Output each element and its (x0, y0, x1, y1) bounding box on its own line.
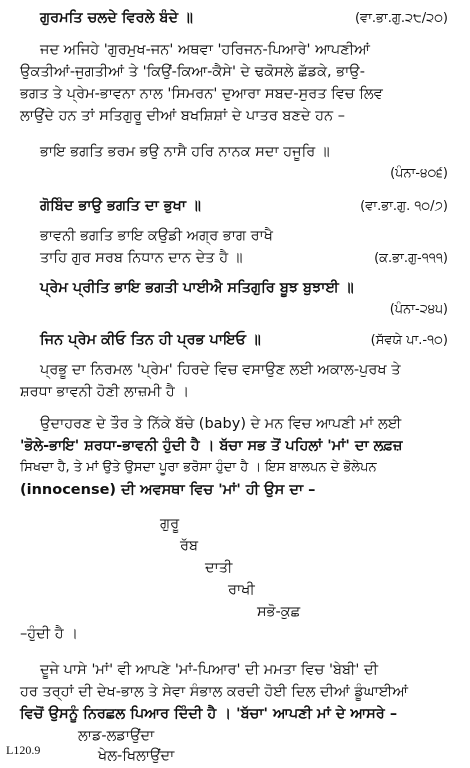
reference: (ਵਾ.ਭਾ.ਗੁ.੨੮/੨੦) (354, 11, 448, 26)
reference: (ਵਾ.ਭਾ.ਗੁ. ੧੦/੭) (360, 199, 448, 214)
paragraph-line: ਉਦਾਹਰਣ ਦੇ ਤੌਰ ਤੇ ਨਿੱਕੇ ਬੱਚੇ (baby) ਦੇ ਮਨ ਵਿਚ ਆਪਣੀ ਮਾਂ ਲਈ (40, 416, 402, 432)
paragraph-line: ਉਕਤੀਆਂ-ਜੁਗਤੀਆਂ ਤੇ 'ਕਿਉਂ-ਕਿਆ-ਕੈਸੇ' ਦੇ ਢਕੋਸਲੇ ਛੱਡਕੇ, ਭਾਉ- (20, 64, 365, 80)
scripture-quote: ਪ੍ਰੇਮ ਪ੍ਰੀਤਿ ਭਾਇ ਭਗਤੀ ਪਾਈਐ ਸਤਿਗੁਰਿ ਬੂਝ ਬੁਝਾਈ ॥ (40, 280, 354, 296)
paragraph-line: ਸਿਖਦਾ ਹੈ, ਤੇ ਮਾਂ ਉਤੇ ਉਸਦਾ ਪੂਰਾ ਭਰੋਸਾ ਹੁੰਦਾ ਹੈ । ਇਸ ਬਾਲਪਨ ਦੇ ਭੋਲੇਪਨ (20, 460, 377, 475)
paragraph-line: ਸ਼ਰਧਾ ਭਾਵਨੀ ਹੋਣੀ ਲਾਜ਼ਮੀ ਹੈ । (20, 384, 190, 400)
reference: (ਪੰਨਾ-੪੦੬) (390, 166, 448, 181)
paragraph-line: ਲਾਉਂਦੇ ਹਨ ਤਾਂ ਸਤਿਗੁਰੂ ਦੀਆਂ ਬਖਸ਼ਿਸ਼ਾਂ ਦੇ ਪਾਤਰ ਬਣਦੇ ਹਨ – (20, 108, 345, 124)
paragraph-line: (innocense) ਦੀ ਅਵਸਥਾ ਵਿਚ 'ਮਾਂ' ਹੀ ਉਸ ਦਾ – (20, 482, 316, 498)
stair-word: ਰੱਬ (180, 538, 199, 554)
stair-word: ਸਭੋ-ਕੁਛ (257, 604, 301, 620)
stair-word: ਦਾਤੀ (205, 560, 233, 576)
paragraph-line: ਵਿਚੋਂ ਉਸਨੂੰ ਨਿਰਛਲ ਪਿਆਰ ਦਿੰਦੀ ਹੈ । 'ਬੱਚਾ' ਆਪਣੀ ਮਾਂ ਦੇ ਆਸਰੇ – (20, 706, 398, 722)
paragraph-line: 'ਭੋਲੇ-ਭਾਇ' ਸ਼ਰਧਾ-ਭਾਵਨੀ ਹੁੰਦੀ ਹੈ । ਬੱਚਾ ਸਭ ਤੋਂ ਪਹਿਲਾਂ 'ਮਾਂ' ਦਾ ਲਫ਼ਜ਼ (20, 438, 403, 454)
stair-word: ਰਾਖੀ (228, 582, 255, 598)
paragraph-line: ਦੂਜੇ ਪਾਸੇ 'ਮਾਂ' ਵੀ ਆਪਣੇ 'ਮਾਂ-ਪਿਆਰ' ਦੀ ਮਮਤਾ ਵਿਚ 'ਬੇਬੀ' ਦੀ (40, 662, 378, 678)
page-id: L120.9 (6, 743, 41, 757)
reference: (ਸੱਵਯੇ ਪਾ.-੧੦) (370, 333, 448, 348)
reference: (ਕ.ਭਾ.ਗੁ-੧੧੧) (374, 251, 448, 266)
paragraph-line: ਹਰ ਤਰ੍ਹਾਂ ਦੀ ਦੇਖ-ਭਾਲ ਤੇ ਸੇਵਾ ਸੰਭਾਲ ਕਰਦੀ ਹੋਈ ਦਿਲ ਦੀਆਂ ਡੂੰਘਾਈਆਂ (20, 684, 409, 700)
paragraph-line: ਪ੍ਰਭੂ ਦਾ ਨਿਰਮਲ 'ਪ੍ਰੇਮ' ਹਿਰਦੇ ਵਿਚ ਵਸਾਉਣ ਲਈ ਅਕਾਲ-ਪੁਰਖ ਤੇ (40, 362, 401, 378)
stair-word: ਗੁਰੂ (160, 516, 180, 532)
paragraph-line: –ਹੁੰਦੀ ਹੈ । (20, 626, 79, 642)
reference: (ਪੰਨਾ-੨੪੫) (389, 302, 448, 317)
stair-word: ਖੇਲ-ਖਿਲਾਉਂਦਾ (98, 748, 175, 764)
scripture-quote: ਗੋਬਿੰਦ ਭਾਉ ਭਗਤਿ ਦਾ ਭੁਖਾ ॥ (40, 198, 201, 214)
quote-heading: ਗੁਰਮਤਿ ਚਲਦੇ ਵਿਰਲੇ ਬੰਦੇ ॥ (40, 10, 193, 26)
paragraph-line: ਜਦ ਅਜਿਹੇ 'ਗੁਰਮੁਖ-ਜਨ' ਅਥਵਾ 'ਹਰਿਜਨ-ਪਿਆਰੇ' ਆਪਣੀਆਂ (40, 42, 370, 58)
paragraph-line: ਭਗਤ ਤੇ ਪ੍ਰੇਮ-ਭਾਵਨਾ ਨਾਲ 'ਸਿਮਰਨ' ਦੁਆਰਾ ਸਬਦ-ਸੁਰਤ ਵਿਚ ਲਿਵ (20, 86, 383, 102)
scripture-quote: ਜਿਨ ਪ੍ਰੇਮ ਕੀਓ ਤਿਨ ਹੀ ਪ੍ਰਭ ਪਾਇਓ ॥ (40, 332, 261, 348)
scripture-quote: ਤਾਹਿ ਗੁਰ ਸਰਬ ਨਿਧਾਨ ਦਾਨ ਦੇਤ ਹੈ ॥ (40, 250, 243, 266)
stair-word: ਲਾਡ-ਲਡਾਉਂਦਾ (78, 728, 155, 744)
scripture-quote: ਭਾਵਨੀ ਭਗਤਿ ਭਾਇ ਕਉਡੀ ਅਗ੍ਰ ਭਾਗ ਰਾਖੈ (40, 228, 273, 244)
scripture-quote: ਭਾਇ ਭਗਤਿ ਭਰਮ ਭਉ ਨਾਸੈ ਹਰਿ ਨਾਨਕ ਸਦਾ ਹਜੂਰਿ ॥ (40, 144, 330, 160)
